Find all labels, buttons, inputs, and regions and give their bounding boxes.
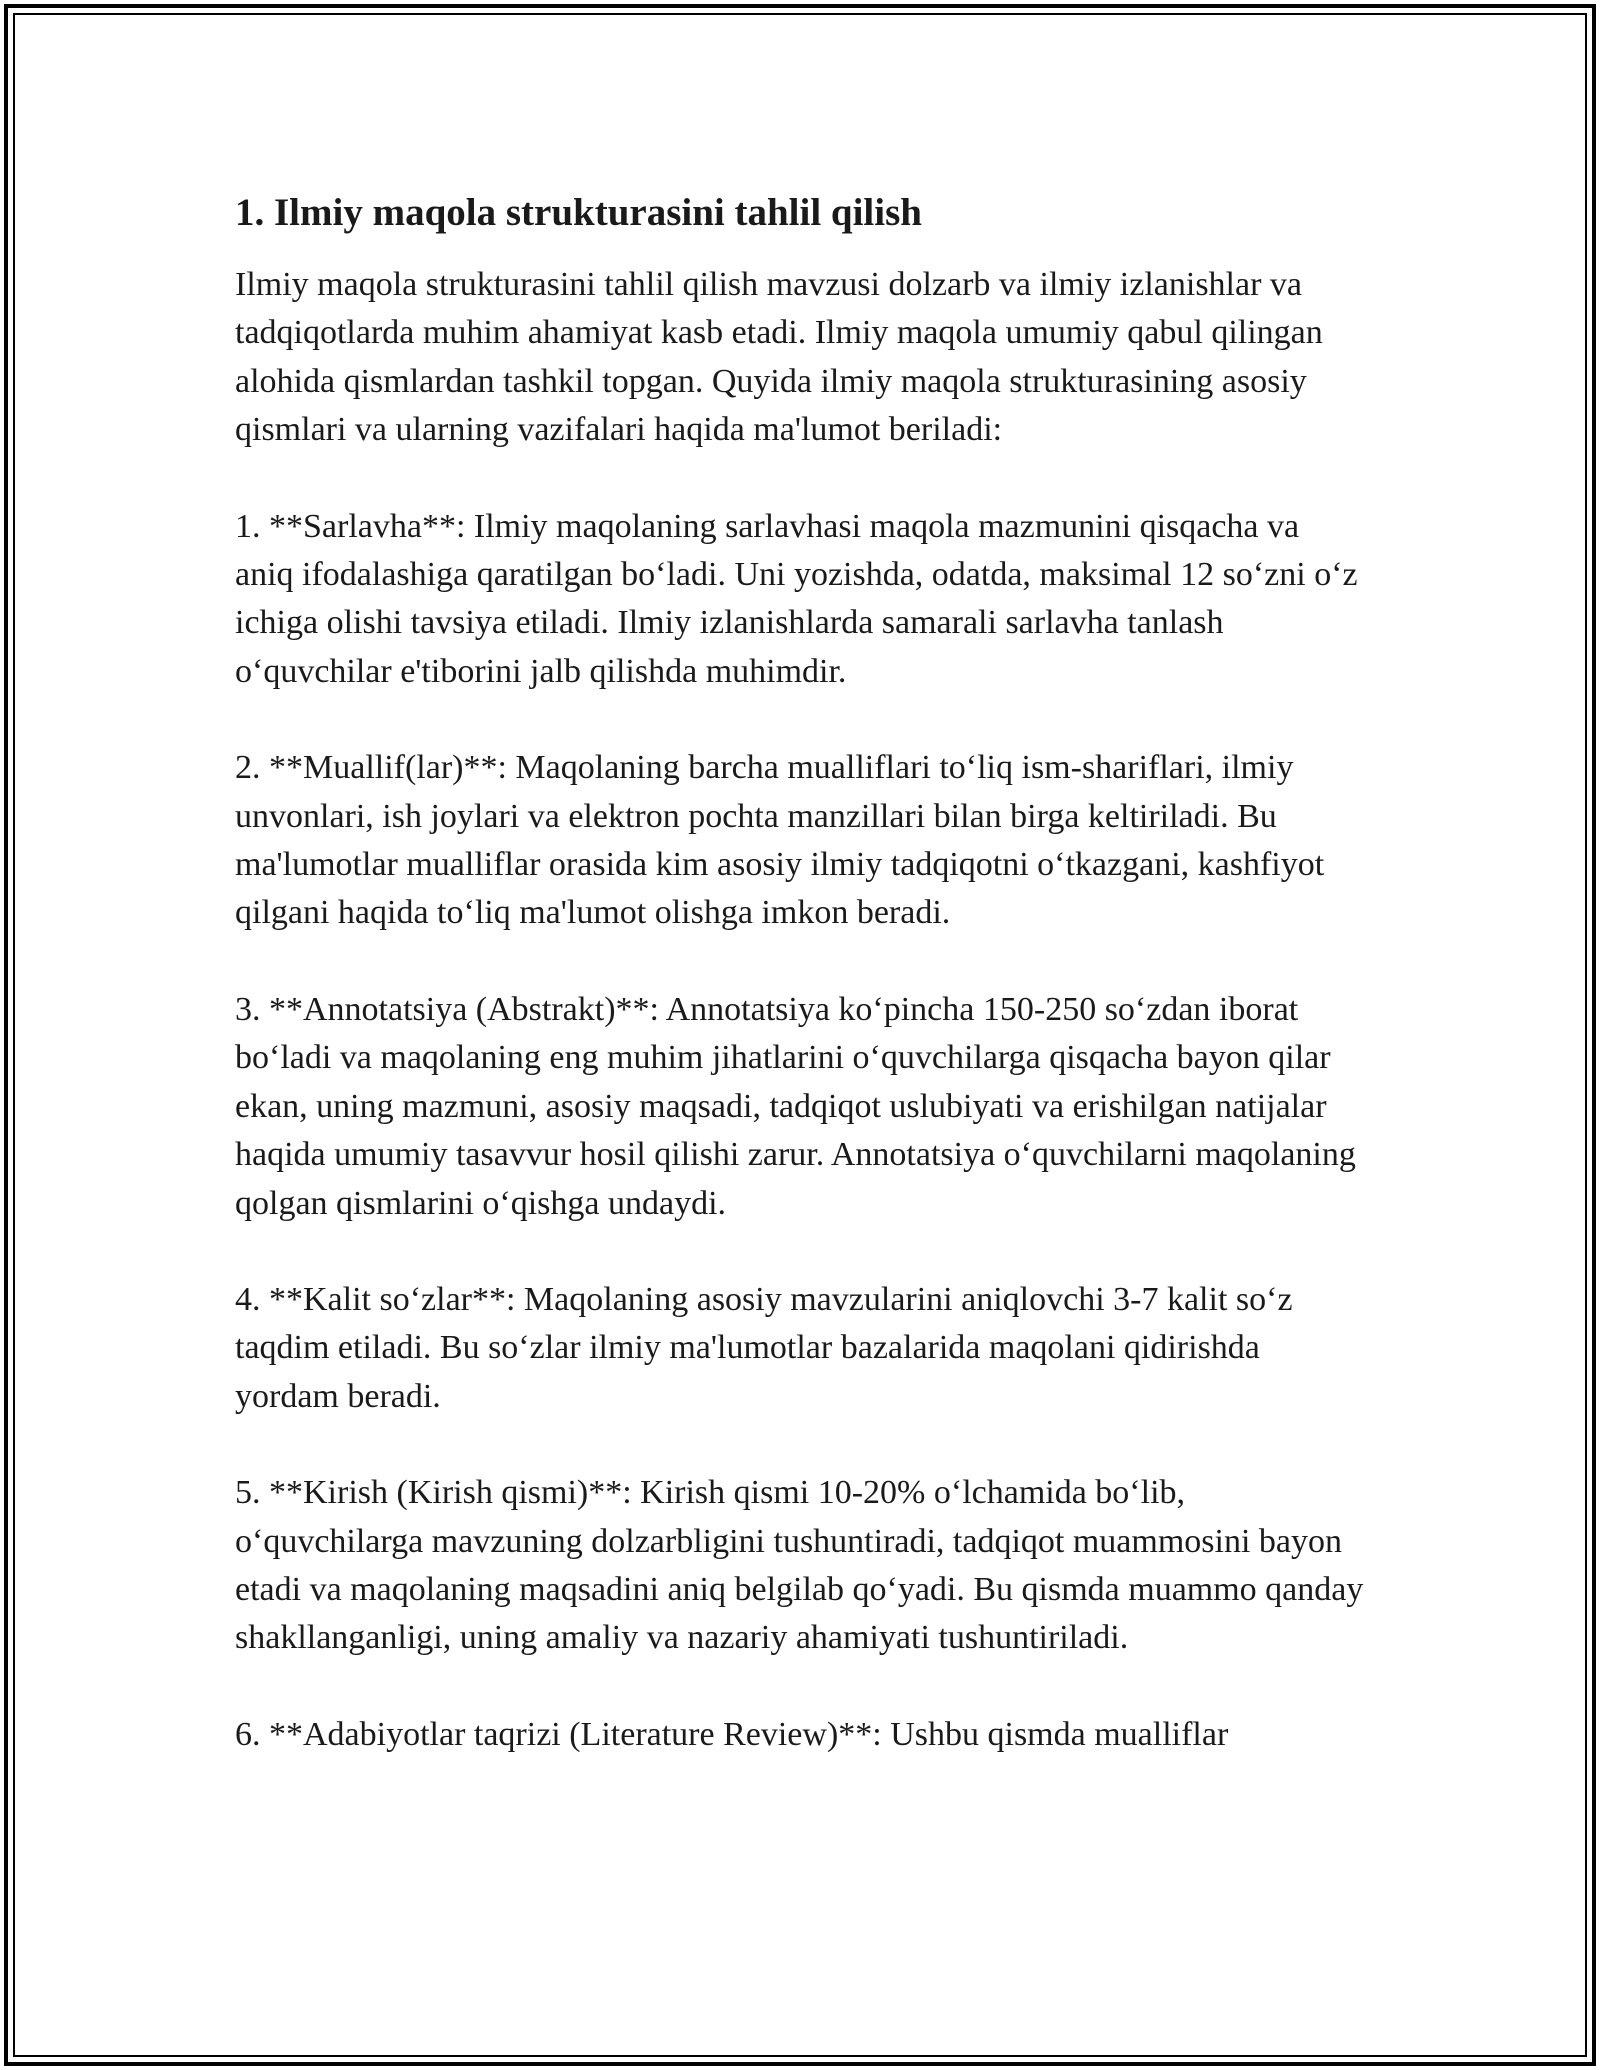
document-body xyxy=(235,186,1365,1759)
section-sarlavha: 1. **Sarlavha**: Ilmiy maqolaning sarlavhasi maqola mazmunini qisqacha va aniq ifodalashiga qaratilgan bo‘ladi. Uni yozishda, odatda, maksimal 12 so‘zni o‘z ichiga olishi tavsiya etiladi. Ilmiy izlanishlarda samarali sarlavha tanlash o‘quvchilar e'tiborini jalb qilishda muhimdir. xyxy=(235,507,1358,690)
section-mualliflar: 2. **Muallif(lar)**: Maqolaning barcha mualliflari to‘liq ism-shariflari, ilmiy unvonlari, ish joylari va elektron pochta manzillari bilan birga keltiriladi. Bu ma'lumotlar mualliflar orasida kim asosiy ilmiy tadqiqotni o‘tkazgani, kashfiyot qilgani haqida to‘liq ma'lumot olishga imkon beradi. xyxy=(235,749,1325,932)
document-title: 1. Ilmiy maqola strukturasini tahlil qilish xyxy=(235,191,922,234)
section-adabiyotlar-taqrizi: 6. **Adabiyotlar taqrizi (Literature Review)**: Ushbu qismda mualliflar xyxy=(235,1715,1229,1753)
section-kirish: 5. **Kirish (Kirish qismi)**: Kirish qismi 10-20% o‘lchamida bo‘lib, o‘quvchilarga mavzuning dolzarbligini tushuntiradi, tadqiqot muammosini bayon etadi va maqolaning maqsadini aniq belgilab qo‘yadi. Bu qismda muammo qanday shakllanganligi, uning amaliy va nazariy ahamiyati tushuntiriladi. xyxy=(235,1474,1364,1657)
section-annotatsiya: 3. **Annotatsiya (Abstrakt)**: Annotatsiya ko‘pincha 150-250 so‘zdan iborat bo‘ladi va maqolaning eng muhim jihatlarini o‘quvchilarga qisqacha bayon qilar ekan, uning mazmuni, asosiy maqsadi, tadqiqot uslubiyati va erishilgan natijalar haqida umumiy tasavvur hosil qilishi zarur. Annotatsiya o‘quvchilarni maqolaning qolgan qismlarini o‘qishga undaydi. xyxy=(235,990,1356,1222)
intro-paragraph: Ilmiy maqola strukturasini tahlil qilish mavzusi dolzarb va ilmiy izlanishlar va tadqiqotlarda muhim ahamiyat kasb etadi. Ilmiy maqola umumiy qabul qilingan alohida qismlardan tashkil topgan. Quyida ilmiy maqola strukturasining asosiy qismlari va ularning vazifalari haqida ma'lumot beriladi: xyxy=(235,266,1323,449)
section-kalit-sozlar: 4. **Kalit so‘zlar**: Maqolaning asosiy mavzularini aniqlovchi 3-7 kalit so‘z taqdim etiladi. Bu so‘zlar ilmiy ma'lumotlar bazalarida maqolani qidirishda yordam beradi. xyxy=(235,1280,1293,1415)
